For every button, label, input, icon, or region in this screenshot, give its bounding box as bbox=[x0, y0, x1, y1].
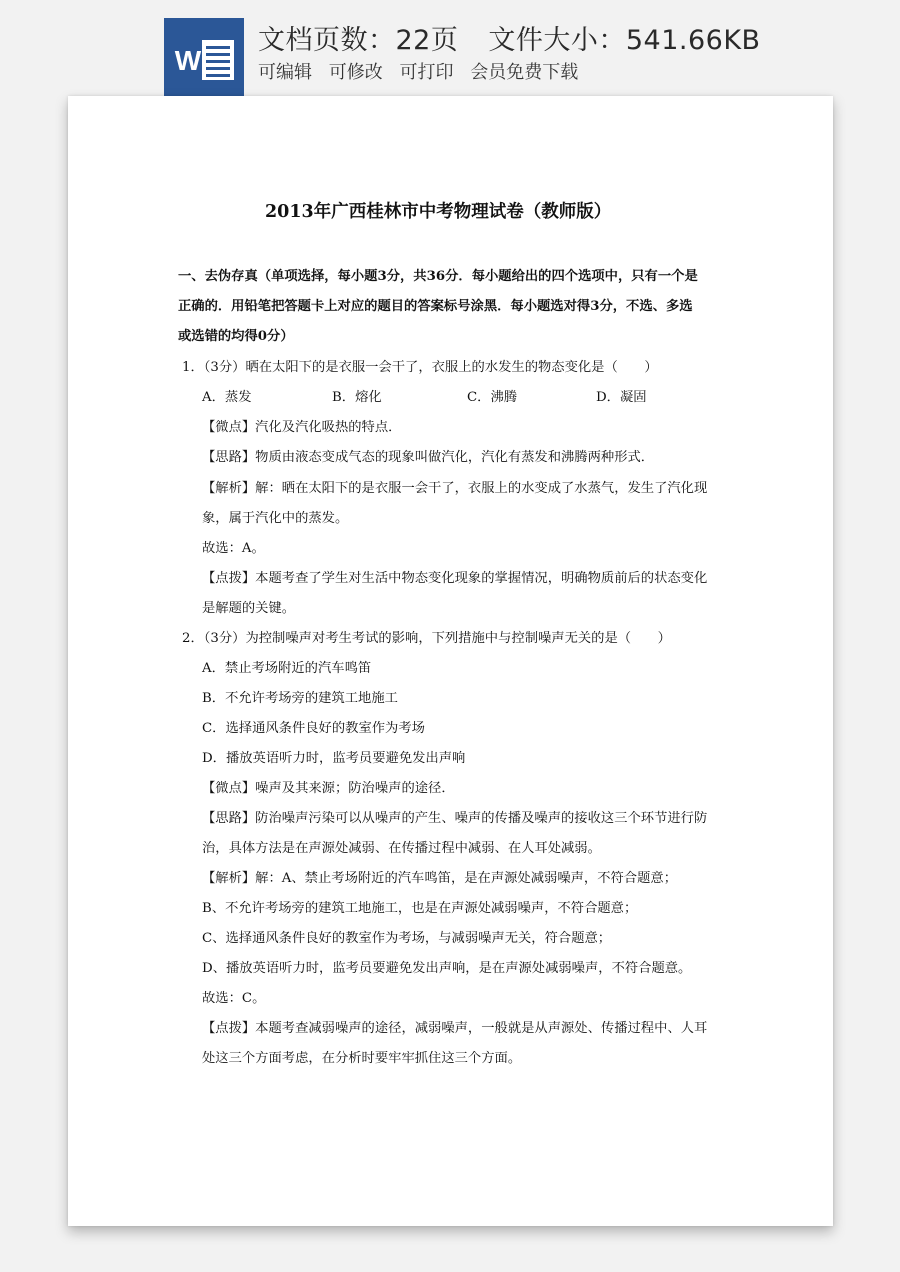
question-1-option-c: C．沸腾 bbox=[467, 390, 518, 405]
question-2-option-d: D．播放英语听力时，监考员要避免发出声响 bbox=[202, 751, 466, 766]
question-2-silu-line-2: 治，具体方法是在声源处减弱、在传播过程中减弱、在人耳处减弱。 bbox=[202, 841, 601, 856]
file-info bbox=[258, 18, 761, 57]
word-logo-letter: W bbox=[174, 45, 202, 76]
feature-member-download: 会员免费下载 bbox=[470, 62, 579, 83]
question-2-answer: 故选：C。 bbox=[202, 991, 266, 1006]
question-2-option-b: B．不允许考场旁的建筑工地施工 bbox=[202, 691, 398, 706]
feature-list bbox=[258, 58, 578, 84]
word-document-icon bbox=[164, 18, 244, 98]
question-1-option-b: B．熔化 bbox=[332, 390, 382, 405]
question-1-dianbo-line-1: 【点拨】本题考查了学生对生活中物态变化现象的掌握情况，明确物质前后的状态变化 bbox=[202, 571, 708, 586]
question-1-dianbo-line-2: 是解题的关键。 bbox=[202, 601, 296, 616]
question-2-jiexi-line-2: B、不允许考场旁的建筑工地施工，也是在声源处减弱噪声，不符合题意； bbox=[202, 901, 638, 916]
question-1-option-d: D．凝固 bbox=[596, 390, 647, 405]
question-2-option-a: A．禁止考场附近的汽车鸣笛 bbox=[202, 661, 372, 676]
question-1-answer: 故选：A。 bbox=[202, 541, 265, 556]
section-heading-line-2: 正确的．用铅笔把答题卡上对应的题目的答案标号涂黑．每小题选对得3分，不选、多选 bbox=[178, 299, 693, 314]
feature-modifiable: 可修改 bbox=[328, 62, 383, 83]
question-2-jiexi-line-3: C、选择通风条件良好的教室作为考场，与减弱噪声无关，符合题意； bbox=[202, 931, 612, 946]
question-2-option-c: C．选择通风条件良好的教室作为考场 bbox=[202, 721, 425, 736]
question-1-stem: 1．（3分）晒在太阳下的是衣服一会干了，衣服上的水发生的物态变化是（ ） bbox=[182, 360, 658, 375]
question-1-jiexi-line-2: 象，属于汽化中的蒸发。 bbox=[202, 511, 349, 526]
question-2-dianbo-line-2: 处这三个方面考虑，在分析时要牢牢抓住这三个方面。 bbox=[202, 1051, 522, 1066]
question-2-stem: 2．（3分）为控制噪声对考生考试的影响，下列措施中与控制噪声无关的是（ ） bbox=[182, 631, 671, 646]
feature-printable: 可打印 bbox=[399, 62, 454, 83]
question-2-jiexi-line-4: D、播放英语听力时，监考员要避免发出声响，是在声源处减弱噪声，不符合题意。 bbox=[202, 961, 692, 976]
question-2-dianbo-line-1: 【点拨】本题考查减弱噪声的途径，减弱噪声，一般就是从声源处、传播过程中、人耳 bbox=[202, 1021, 708, 1036]
section-heading-line-3: 或选错的均得0分） bbox=[178, 329, 294, 344]
page-count: 文档页数：22页 bbox=[258, 25, 459, 56]
document-title: 2013年广西桂林市中考物理试卷（教师版） bbox=[265, 202, 612, 222]
question-1-weidian: 【微点】汽化及汽化吸热的特点． bbox=[202, 420, 402, 435]
question-2-silu-line-1: 【思路】防治噪声污染可以从噪声的产生、噪声的传播及噪声的接收这三个环节进行防 bbox=[202, 811, 708, 826]
question-1-silu: 【思路】物质由液态变成气态的现象叫做汽化，汽化有蒸发和沸腾两种形式． bbox=[202, 450, 655, 465]
file-size: 文件大小：541.66KB bbox=[488, 25, 761, 56]
feature-editable: 可编辑 bbox=[258, 62, 312, 83]
question-2-weidian: 【微点】噪声及其来源；防治噪声的途径． bbox=[202, 781, 455, 796]
question-2-jiexi-line-1: 【解析】解：A、禁止考场附近的汽车鸣笛，是在声源处减弱噪声，不符合题意； bbox=[202, 871, 677, 886]
question-1-option-a: A．蒸发 bbox=[202, 390, 252, 405]
section-heading-line-1: 一、去伪存真（单项选择，每小题3分，共36分．每小题给出的四个选项中，只有一个是 bbox=[178, 269, 698, 284]
question-1-jiexi-line-1: 【解析】解：晒在太阳下的是衣服一会干了，衣服上的水变成了水蒸气，发生了汽化现 bbox=[202, 481, 708, 496]
